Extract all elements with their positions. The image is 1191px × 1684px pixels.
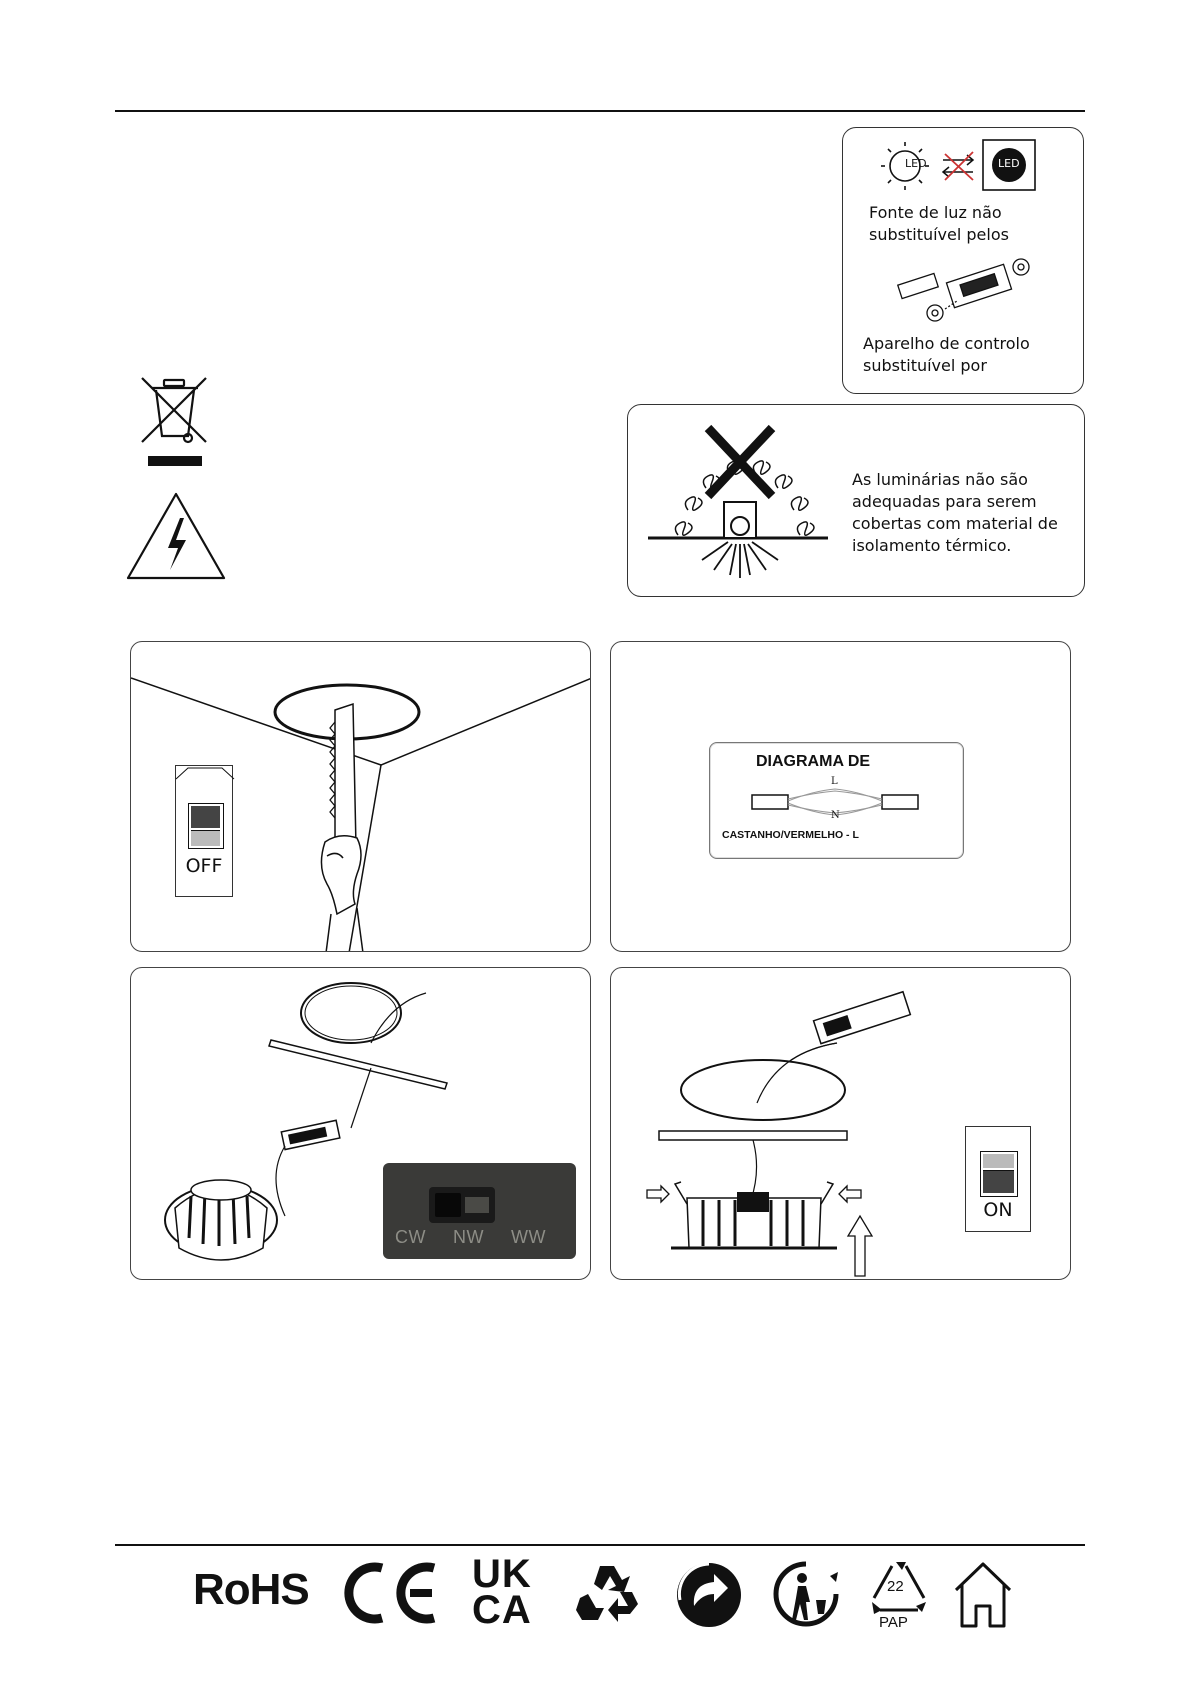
pap-number: 22 — [887, 1578, 904, 1595]
step-2-wiring-panel — [610, 641, 1071, 952]
ukca-bottom-text: CA — [472, 1588, 532, 1632]
insulation-warning-box — [627, 404, 1085, 597]
downlight-insertion-illustration — [611, 968, 1071, 1280]
insulation-caption: As luminárias não são adequadas para serem cobertas com material de isolamento térmico. — [852, 470, 1058, 555]
pap22-recycle-icon — [866, 1558, 932, 1630]
wiring-diagram-card — [709, 742, 964, 859]
tidyman-icon — [772, 1560, 842, 1630]
rohs-logo: RoHS — [193, 1565, 309, 1614]
wire-color-note: CASTANHO/VERMELHO - L — [722, 829, 859, 841]
step-3-connect-panel — [130, 967, 591, 1280]
power-switch-on — [965, 1126, 1031, 1232]
top-divider — [115, 110, 1085, 112]
off-label: OFF — [185, 855, 223, 877]
mobius-recycle-icon — [572, 1560, 642, 1626]
on-label: ON — [983, 1199, 1013, 1221]
ukca-top-text: UK — [472, 1552, 532, 1596]
step-4-install-panel — [610, 967, 1071, 1280]
light-source-info-box — [842, 127, 1084, 394]
step-1-cut-hole-panel — [130, 641, 591, 952]
power-switch-off — [175, 765, 233, 897]
green-dot-icon — [674, 1560, 744, 1630]
ce-mark-icon — [340, 1560, 440, 1626]
cct-selector-photo — [383, 1163, 576, 1259]
pap-label: PAP — [879, 1614, 908, 1631]
weee-crossed-bin-icon — [140, 376, 210, 468]
cct-nw-label: NW — [453, 1227, 484, 1247]
light-source-caption: Fonte de luz não substituível pelos — [869, 203, 1009, 244]
no-insulation-cover-icon — [648, 420, 828, 590]
wire-n-label: N — [831, 810, 840, 821]
bottom-divider — [115, 1544, 1085, 1546]
cct-ww-label: WW — [511, 1227, 546, 1247]
wire-l-label: L — [831, 776, 838, 787]
cct-cw-label: CW — [395, 1227, 426, 1247]
indoor-use-house-icon — [952, 1560, 1014, 1630]
wiring-diagram — [710, 743, 965, 860]
cct-selector-switch — [429, 1187, 495, 1223]
led-dark-label: LED — [998, 157, 1020, 170]
control-gear-caption: Aparelho de controlo substituível por — [863, 334, 1030, 375]
high-voltage-warning-icon — [124, 490, 228, 582]
wiring-diagram-title: DIAGRAMA DE — [756, 753, 871, 770]
led-light-label: LED — [905, 157, 927, 170]
control-gear-icon — [895, 253, 1035, 323]
ukca-mark — [472, 1552, 532, 1632]
